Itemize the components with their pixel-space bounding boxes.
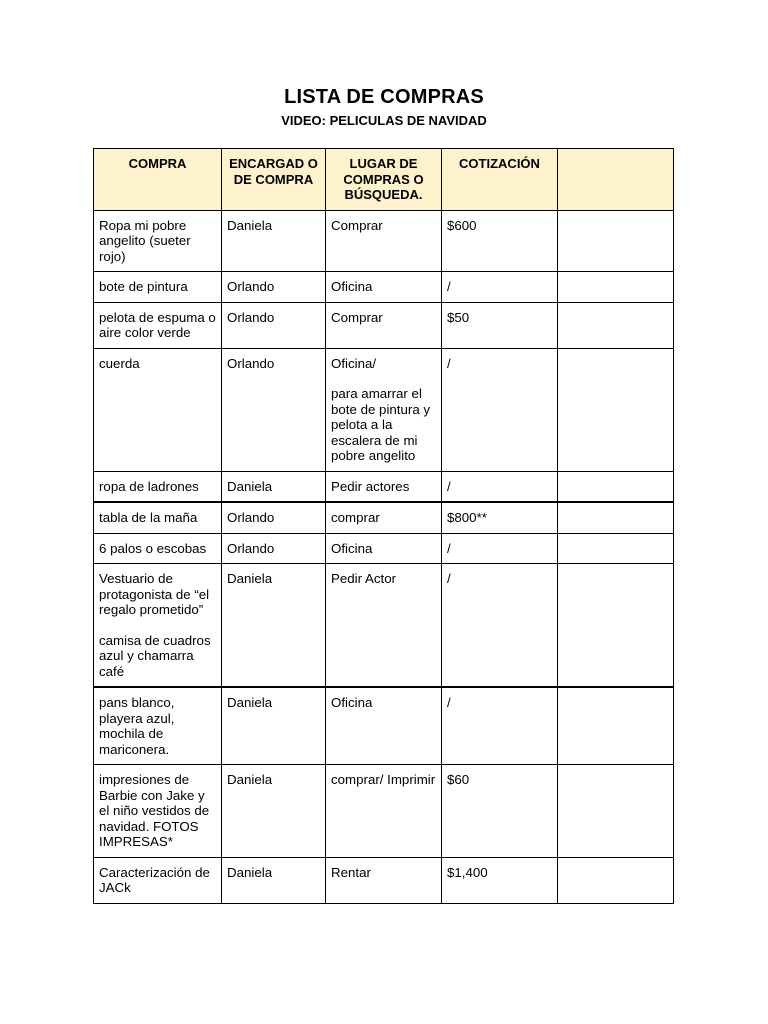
lugar-text: Oficina/	[331, 355, 377, 371]
compra-text: tabla de la maña	[99, 510, 198, 525]
cell-cotizacion: /	[442, 348, 558, 471]
compra-text: Caracterización de JACk	[99, 864, 210, 895]
cell-extra	[558, 765, 674, 858]
table-row	[94, 502, 674, 533]
lugar-text: Pedir Actor	[331, 571, 397, 586]
page-subtitle: VIDEO: PELICULAS DE NAVIDAD	[281, 113, 487, 128]
cell-lugar	[326, 533, 442, 564]
compra-text: Vestuario de protagonista de “el regalo prometido”	[99, 571, 210, 617]
lugar-note-text: para amarrar el bote de pintura y pelota a la escalera de mi pobre angelito	[331, 386, 431, 463]
lugar-text: comprar	[331, 510, 380, 525]
cell-extra	[558, 687, 674, 765]
cell-compra	[94, 348, 222, 471]
cell-lugar	[326, 302, 442, 348]
lugar-text: Oficina	[331, 540, 373, 556]
cell-extra	[558, 564, 674, 688]
cell-lugar	[326, 272, 442, 303]
lugar-text: comprar/ Imprimir	[331, 772, 436, 787]
table-row	[94, 533, 674, 564]
cell-lugar	[326, 857, 442, 903]
header-empty	[558, 149, 674, 211]
cell-compra	[94, 687, 222, 765]
lugar-text: Oficina	[331, 695, 373, 710]
header-lugar: LUGAR DE COMPRAS O BÚSQUEDA.	[326, 149, 442, 211]
table-row	[94, 302, 674, 348]
lugar-text: Oficina	[331, 279, 373, 294]
compra-text: 6 palos o escobas	[99, 540, 207, 556]
cell-extra	[558, 348, 674, 471]
cell-cotizacion: $1,400	[442, 857, 558, 903]
cell-compra	[94, 857, 222, 903]
cell-extra	[558, 533, 674, 564]
cell-encargado: Orlando	[222, 348, 326, 471]
compra-text: ropa de ladrones	[99, 478, 199, 494]
cell-lugar	[326, 348, 442, 471]
compra-text: pelota de espuma o aire color verde	[99, 309, 216, 340]
cell-compra	[94, 564, 222, 688]
table-row	[94, 471, 674, 502]
table-row	[94, 564, 674, 688]
lugar-text: Rentar	[331, 864, 371, 880]
cell-extra	[558, 302, 674, 348]
cell-encargado: Daniela	[222, 687, 326, 765]
cell-compra	[94, 471, 222, 502]
cell-encargado: Daniela	[222, 765, 326, 858]
table-row	[94, 765, 674, 858]
cell-cotizacion: $600	[442, 210, 558, 272]
shopping-list-table	[93, 148, 674, 904]
cell-cotizacion: $50	[442, 302, 558, 348]
compra-note-text: camisa de cuadros azul y chamarra café	[99, 632, 211, 679]
cell-compra	[94, 502, 222, 533]
header-compra: COMPRA	[94, 149, 222, 211]
header-encargado: ENCARGAD O DE COMPRA	[222, 149, 326, 211]
cell-cotizacion: $800**	[442, 502, 558, 533]
compra-text: pans blanco, playera azul, mochila de mariconera.	[99, 695, 175, 757]
table-row	[94, 857, 674, 903]
compra-text: cuerda	[99, 355, 140, 371]
table-header-row	[94, 149, 674, 211]
cell-extra	[558, 471, 674, 502]
cell-encargado: Orlando	[222, 272, 326, 303]
cell-compra	[94, 210, 222, 272]
lugar-text: Comprar	[331, 217, 383, 233]
cell-extra	[558, 857, 674, 903]
cell-lugar	[326, 502, 442, 533]
table-row	[94, 272, 674, 303]
cell-lugar	[326, 687, 442, 765]
table-row	[94, 348, 674, 471]
table-row	[94, 210, 674, 272]
cell-compra	[94, 765, 222, 858]
cell-lugar	[326, 765, 442, 858]
cell-compra	[94, 533, 222, 564]
cell-compra	[94, 302, 222, 348]
cell-encargado: Daniela	[222, 471, 326, 502]
cell-extra	[558, 272, 674, 303]
cell-encargado: Orlando	[222, 502, 326, 533]
cell-lugar	[326, 564, 442, 688]
cell-cotizacion: /	[442, 533, 558, 564]
cell-extra	[558, 502, 674, 533]
compra-text: Ropa mi pobre angelito (sueter rojo)	[99, 217, 191, 264]
table-row	[94, 687, 674, 765]
lugar-text: Pedir actores	[331, 478, 410, 494]
cell-encargado: Daniela	[222, 857, 326, 903]
cell-cotizacion: /	[442, 564, 558, 688]
cell-lugar	[326, 471, 442, 502]
lugar-text: Comprar	[331, 309, 383, 325]
cell-compra	[94, 272, 222, 303]
cell-encargado: Daniela	[222, 210, 326, 272]
cell-encargado: Daniela	[222, 564, 326, 688]
compra-text: bote de pintura	[99, 279, 188, 294]
cell-lugar	[326, 210, 442, 272]
header-cotizacion: COTIZACIÓN	[442, 149, 558, 211]
cell-extra	[558, 210, 674, 272]
page-title: LISTA DE COMPRAS	[284, 86, 484, 108]
cell-cotizacion: /	[442, 471, 558, 502]
cell-encargado: Orlando	[222, 533, 326, 564]
cell-cotizacion: /	[442, 272, 558, 303]
compra-text: impresiones de Barbie con Jake y el niño vestidos de navidad. FOTOS IMPRESAS*	[99, 772, 210, 849]
cell-cotizacion: $60	[442, 765, 558, 858]
cell-encargado: Orlando	[222, 302, 326, 348]
cell-cotizacion: /	[442, 687, 558, 765]
